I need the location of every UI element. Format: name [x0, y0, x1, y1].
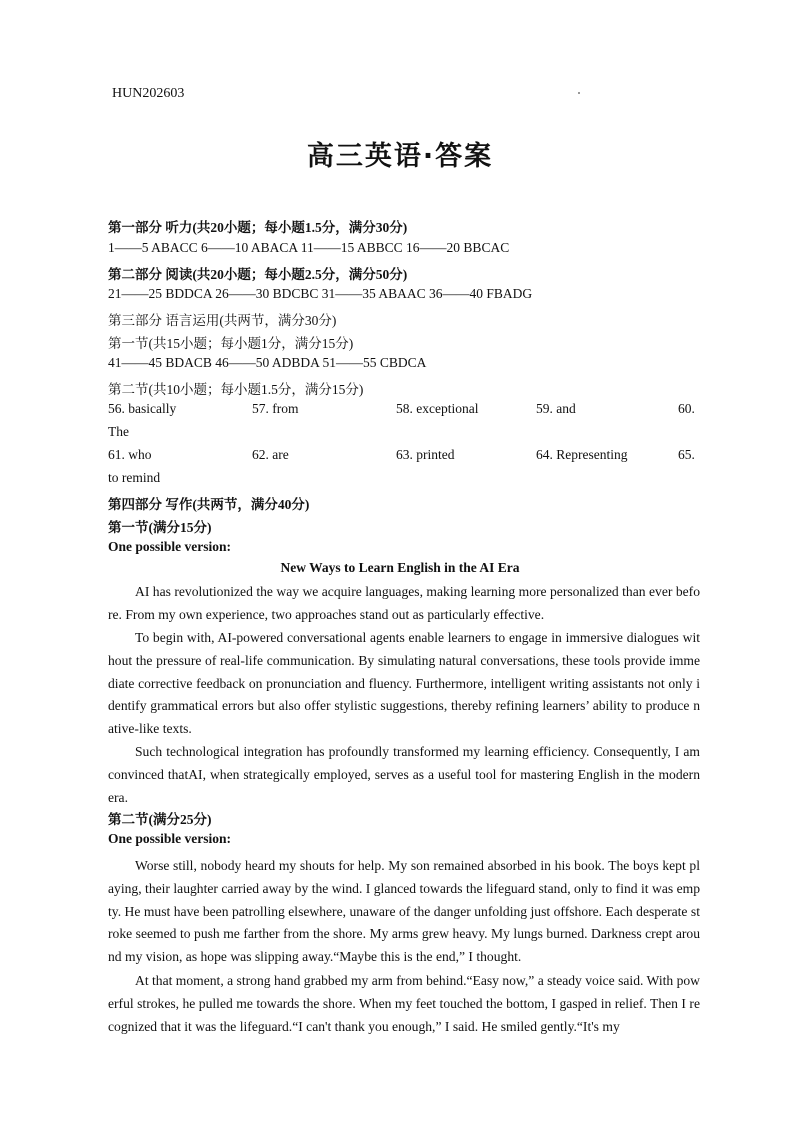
answer-cell: 58. exceptional [396, 401, 479, 416]
answer-cell: 62. are [252, 447, 289, 462]
answer-cell: 56. basically [108, 401, 177, 416]
answer-cell: 65. [678, 447, 695, 462]
answer-cell-wrap: to remind [108, 470, 161, 485]
part4-section2-heading: 第二节(满分25分) [108, 812, 212, 827]
story-paragraph: At that moment, a strong hand grabbed my arm from behind.“Easy now,” a steady voice said. With powerful strokes, he pulled me towards the shore. When my feet touched the bottom, I gasped in relief. Then I recognized that it was the lifeguard.“I can't thank you enough,” I said. He smiled gently.“It's my [108, 973, 700, 1034]
part4-heading: 第四部分 写作(共两节，满分40分) [108, 497, 310, 512]
part3-heading: 第三部分 语言运用(共两节，满分30分) [108, 313, 337, 328]
essay-title: New Ways to Learn English in the AI Era [280, 560, 520, 575]
story-paragraph: Worse still, nobody heard my shouts for help. My son remained absorbed in his book. The boys kept playing, their laughter carried away by the wind. I glanced towards the lifeguard stand, only to find it was empty. He must have been patrolling elsewhere, unaware of the danger unfolding just offshore. Each desperate stroke seemed to push me farther from the shore. My arms grew heavy. My lungs burned. Darkness crept around my vision, as hope was slipping away.“Maybe this is the end,” I thought. [108, 858, 700, 965]
part4-section1-heading: 第一节(满分15分) [108, 520, 212, 535]
part3-section1-heading: 第一节(共15小题；每小题1分，满分15分) [108, 336, 354, 351]
page-title: 高三英语·答案 [306, 141, 494, 172]
version-label: One possible version: [108, 831, 232, 846]
part1-heading: 第一部分 听力(共20小题；每小题1.5分，满分30分) [108, 220, 408, 235]
version-label: One possible version: [108, 539, 232, 554]
essay-paragraph: Such technological integration has profoundly transformed my learning efficiency. Consequently, I am convinced thatAI, when strategically employed, serves as a useful tool for mastering English in the modern era. [108, 744, 700, 805]
answer-cell: 61. who [108, 447, 152, 462]
part1-answers: 1——5 ABACC 6——10 ABACA 11——15 ABBCC 16——20 BBCAC [108, 240, 510, 255]
answer-cell: 59. and [536, 401, 576, 416]
answer-cell-wrap: The [108, 424, 129, 439]
essay-paragraph: AI has revolutionized the way we acquire languages, making learning more personalized than ever before. From my own experience, two approaches stand out as particularly effective. [108, 584, 700, 622]
document-code: HUN202603 [112, 86, 185, 101]
part2-heading: 第二部分 阅读(共20小题；每小题2.5分，满分50分) [108, 267, 408, 282]
answer-cell: 60. [678, 401, 695, 416]
answer-cell: 63. printed [396, 447, 455, 462]
part3-section1-answers: 41——45 BDACB 46——50 ADBDA 51——55 CBDCA [108, 355, 427, 370]
part2-answers: 21——25 BDDCA 26——30 BDCBC 31——35 ABAAC 36——40 FBADG [108, 286, 533, 301]
answer-cell: 64. Representing [536, 447, 628, 462]
scan-speck [578, 92, 580, 94]
part3-section2-heading: 第二节(共10小题；每小题1.5分，满分15分) [108, 382, 364, 397]
essay-paragraph: To begin with, AI-powered conversational agents enable learners to engage in immersive dialogues without the pressure of real-life communication. By simulating natural conversations, these tools provide immediate corrective feedback on pronunciation and fluency. Furthermore, intelligent writing assistants not only identify grammatical errors but also offer stylistic suggestions, thereby refining learners’ ability to produce native-like texts. [108, 630, 700, 737]
answer-cell: 57. from [252, 401, 299, 416]
